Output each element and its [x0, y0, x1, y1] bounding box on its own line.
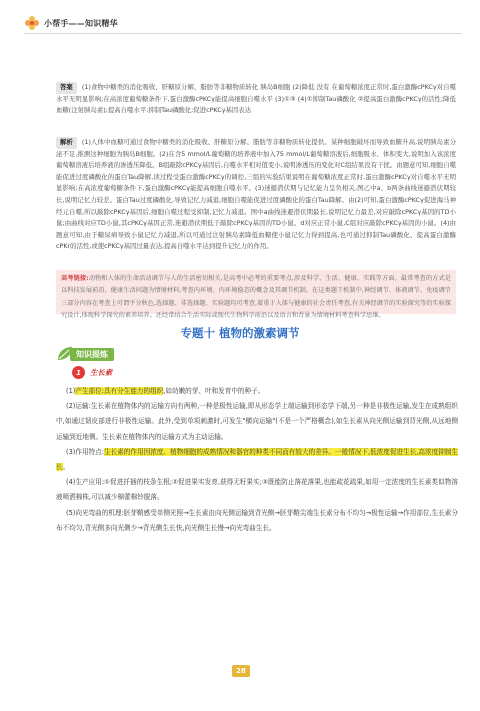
analysis-tag: 解析 — [56, 137, 77, 149]
analysis-text: (1)人体中血糖可通过食物中糖类的消化吸收、肝糖原分解、脂肪等非糖物质转化提供。某种细胞破坏而导致血糖升高,说明胰岛素分泌不足,推测这种细胞为胰岛B细胞。(2)在含5 mmol/L葡萄糖的培养液中加入75 mmol/L葡萄糖溶液后,细胞吸水、体积变大,说明加入该浓度葡萄糖溶液后培养液的渗透压降低。B组敲除cPKCγ基因后,自噬水平相对值变小,说明渗透压的变化对C组结果没有干扰。由题意可知,细胞自噬能促进过度磷酸化的蛋白Tau降解,读过程受蛋白激酶cPKCγ的调控,三组的实验结果说明在葡萄糖浓度正常时,蛋白激酶cPKCγ对自噬水平无明显影响;在高浓度葡萄糖条件下,蛋白激酶cPKCγ能提高细胞自噬水平。(3)迷避潜伏期与记忆能力呈负相关,图乙中a、b两条曲线迷避潜伏期较长,说明记忆力较差。蛋白Tau过度磷酸化,导致记忆力减退,细胞自噬能促进过度磷酸化的蛋白Tau降解。由(2)可知,蛋白激酶cPKCγ促进海马神经元自噬,所以敲除cPKCγ基因后,细胞自噬过程受抑制,记忆力减退。图中a曲线迷避潜伏期最长,说明记忆力最差,对应敲除cPKCγ基因的TD小鼠;由曲线对应TD小鼠,其cPKCγ基因正常,迷避潜伏期低于敲除cPKCγ基因的TD小鼠。d对应正常小鼠,C组对应敲除cPKCγ基因的小鼠。(4)由题意可知,由于糖尿病导致小鼠记忆力减退,所以可通过注射胰岛素降低血糖使小鼠记忆力得到提高,也可通过抑制Tau磷酸化、提高蛋白激酶cPKr的活性,或使cPKCγ基因过量表达,提高自噬水平达到提升记忆力的作用。 — [56, 138, 456, 251]
answer-text: (1)食物中糖类的消化吸收、肝糖原分解、脂肪等非糖物质转化 胰岛B细胞 (2)降低 没有 在葡萄糖浓度正常时,蛋白激酶cPKCγ对自噬水平无明显影响;在高浓度葡萄糖条件下,蛋白激酶cPKCγ能提高细胞自噬水平 (3)①③ (4)①抑制Tau磷酸化 ②提高蛋白激酶cPKCγ的活性;降低血糖(注射胰岛素);提高自噬水平;抑制Tau磷酸化;促进cPKCγ基因表达 — [56, 83, 456, 115]
highlight: 生长素的作用因浓度、植物细胞的成熟情况和器官的种类不同而有较大的差异。一般情况下,低浓度促进生长,高浓度抑制生长 — [56, 447, 459, 472]
answer-block — [56, 82, 456, 117]
knowledge-badge-label: 知识提炼 — [70, 348, 114, 361]
exam-analysis-text: 动物和人体的生命活动调节与人的生活密切相关,是高考中必考的重要考点,涉及科学、生活、健康、实践等方面。最常考查的方式是以科技发展前沿、健康生活问题为情境材料,考查内环境、内环境稳态的概念及其调节机制。在这类题干机制中,神经调节、体液调节、免疫调节三部分内容在考查上可谓平分秋色,选择题、非选择题、实验题均可考查,着重于人体与健康的社会责任考查,有关神经调节的实验探究等的实验探究设计,体现科学探究的素养培养。还经常结合生活实际或现代生物科学前沿以及语言和背景为情境材料考查科学思维。 — [61, 275, 451, 320]
page-header — [24, 14, 118, 32]
chapter-title: 专题十 植物的激素调节 — [180, 326, 300, 340]
point-1: (1)产生部位:具有分生能力的组织,如幼嫩的芽、叶和发育中的种子。 — [66, 387, 265, 395]
point-3: (3)作用特点:生长素的作用因浓度、植物细胞的成熟情况和器官的种类不同而有较大的差异。一般情况下,低浓度促进生长,高浓度抑制生长。 — [56, 447, 459, 472]
point-2: (2)运输:生长素在植物体内的运输方向有两种,一种是极性运输,即从形态学上端运输到形态学下端,另一种是非极性运输,发生在成熟组织中,如通过韧皮部进行非极性运输。此外,受到单项刺激时,可发生"横向运输"(不是一个严格概念),如生长素从向光侧运输到背光侧,从远地侧运输到近地侧。生长素在植物体内的运输方式为主动运输。 — [56, 402, 458, 441]
section-number: 1 — [72, 366, 85, 379]
header-title: 小帮手——知识精华 — [44, 18, 118, 28]
point-4: (4)生产应用:①促进扦插的枝条生根;②促进果实发育,获得无籽果实;③既能防止落花落果,也能疏花疏果,如用一定浓度的生长素类似物溶液喷洒棉株,可以减少棉蕾棉铃脱落。 — [56, 478, 458, 502]
page-number: 28 — [232, 665, 250, 677]
knowledge-content — [56, 384, 458, 536]
exam-analysis-box — [56, 270, 456, 320]
highlight: 产生部位:具有分生能力的组织 — [75, 387, 164, 395]
section-heading — [72, 366, 112, 379]
exam-analysis-label: 高考链接: — [61, 275, 89, 282]
knowledge-badge — [56, 346, 114, 362]
analysis-block — [56, 137, 456, 253]
answer-tag: 答案 — [56, 82, 77, 94]
point-5: (5)向光弯曲的机理:胚芽鞘感受单侧光照→生长素由向光侧运输到背光侧→胚芽鞘尖端生长素分布不均匀→极性运输→作用部位,生长素分布不均匀,背光侧多向光侧少→背光侧生长快,向光侧生长慢→向光弯曲生长。 — [56, 508, 458, 532]
header-divider — [24, 33, 462, 34]
section-title: 生长素 — [90, 368, 113, 377]
flower-icon — [24, 15, 40, 31]
